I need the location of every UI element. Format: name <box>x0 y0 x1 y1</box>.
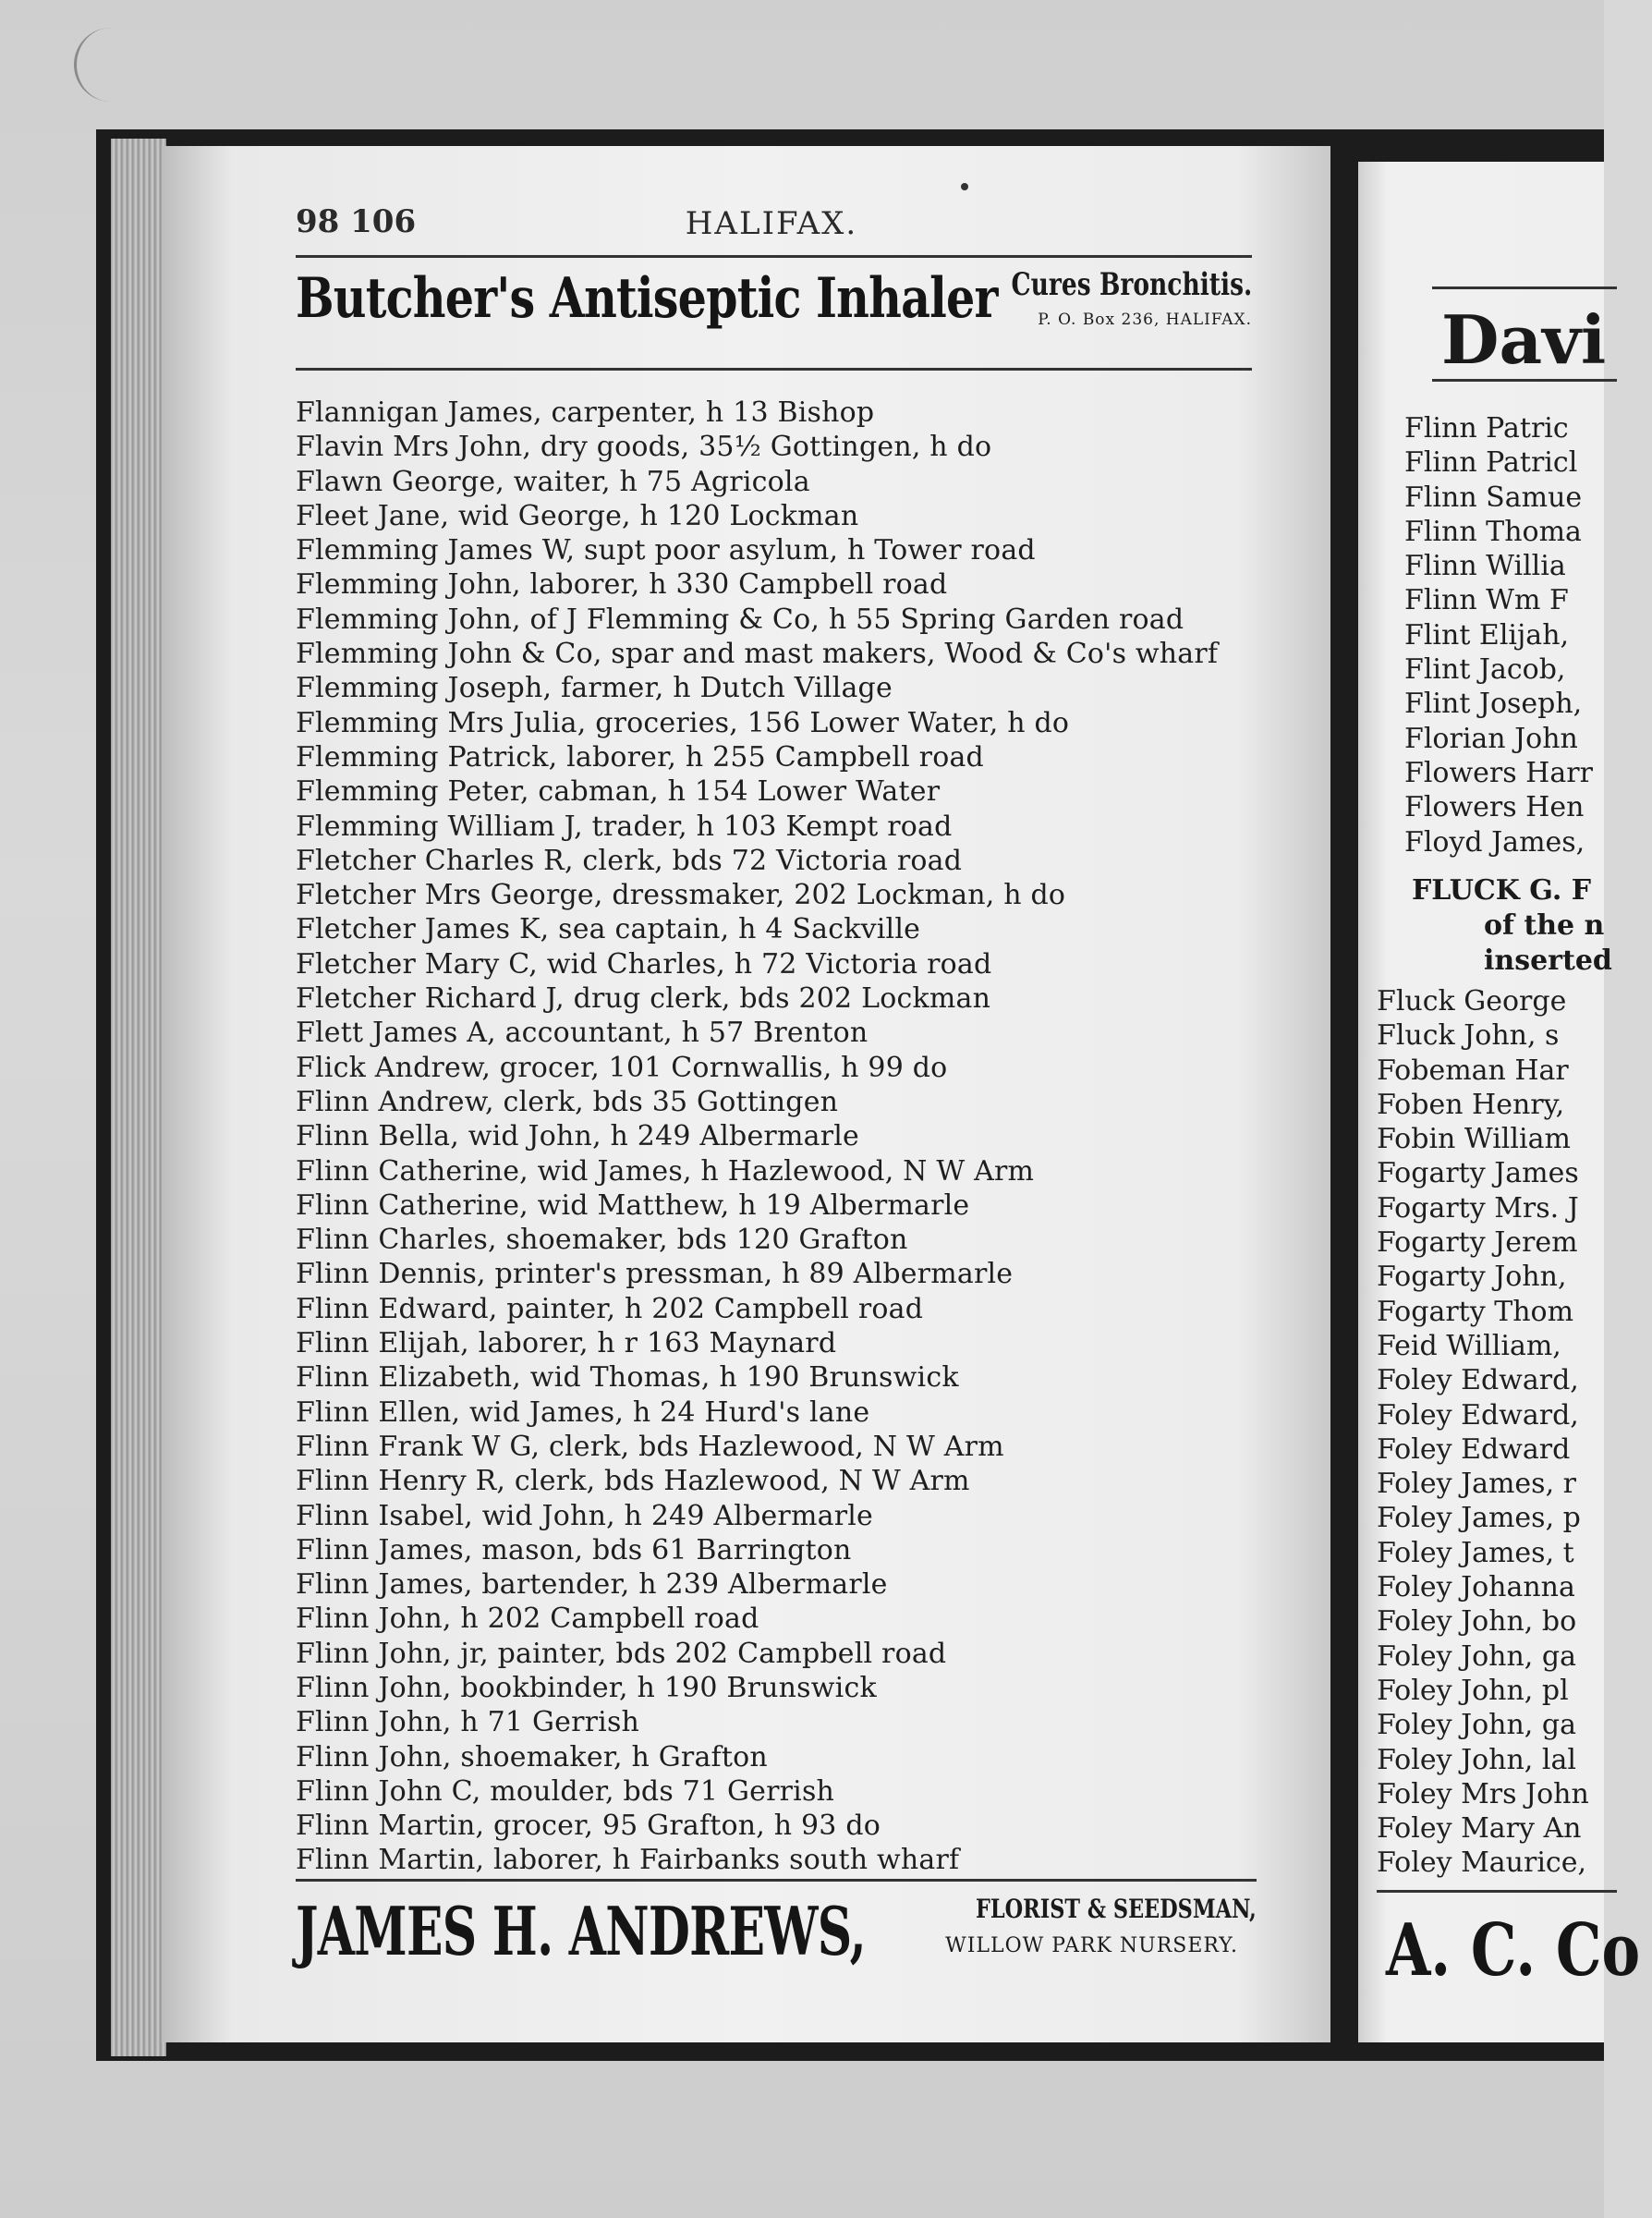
directory-entry: Foley John, lal <box>1377 1743 1576 1776</box>
right-top-rule <box>1432 286 1617 289</box>
directory-entry: Flowers Harr <box>1404 756 1593 789</box>
directory-entry: Foley John, ga <box>1377 1709 1576 1742</box>
directory-entry: Flannigan James, carpenter, h 13 Bishop <box>296 396 875 429</box>
directory-entry: Fletcher Charles R, clerk, bds 72 Victoria road <box>296 844 963 877</box>
directory-entry: Fleet Jane, wid George, h 120 Lockman <box>296 499 859 532</box>
directory-entry: Fletcher James K, sea captain, h 4 Sackville <box>296 913 921 946</box>
ad-bottom-tagline: FLORIST & SEEDSMAN, <box>976 1894 1257 1924</box>
directory-entry: Flinn John, jr, painter, bds 202 Campbell road <box>296 1637 947 1670</box>
directory-entry: Flinn Martin, grocer, 95 Grafton, h 93 do <box>296 1810 881 1843</box>
right-directory-entries-bottom <box>1377 984 1589 1881</box>
directory-entry: Flinn Wm F <box>1404 584 1569 617</box>
directory-entry: Flemming Mrs Julia, groceries, 156 Lower Water, h do <box>296 706 1070 739</box>
right-page <box>1358 162 1641 2042</box>
directory-entry: Foley John, pl <box>1377 1674 1569 1707</box>
advertisement-top <box>296 264 1252 338</box>
directory-entry: Foley James, r <box>1377 1468 1576 1501</box>
directory-entry: Flemming James W, supt poor asylum, h Tower road <box>296 534 1036 567</box>
directory-entry: Fogarty James <box>1377 1157 1579 1190</box>
directory-entry: Fletcher Mrs George, dressmaker, 202 Lockman, h do <box>296 879 1066 912</box>
directory-entry: Flinn James, bartender, h 239 Albermarle <box>296 1568 888 1602</box>
header-rule <box>296 255 1252 258</box>
directory-entry: Flinn James, mason, bds 61 Barrington <box>296 1533 852 1566</box>
directory-entry: Flinn Edward, painter, h 202 Campbell road <box>296 1292 924 1325</box>
directory-entry: Foley James, t <box>1377 1536 1574 1569</box>
directory-entry: Fogarty Mrs. J <box>1377 1191 1579 1225</box>
directory-entry: Flinn John, shoemaker, h Grafton <box>296 1740 768 1773</box>
right-ad-bottom: A. C. Co <box>1386 1908 1641 1993</box>
page-edges <box>111 139 166 2056</box>
directory-entry: Flemming Peter, cabman, h 154 Lower Water <box>296 775 941 809</box>
ad-top-tagline: Cures Bronchitis. <box>1011 266 1252 303</box>
right-directory-entries-top <box>1404 411 1593 859</box>
ad-bottom-name: JAMES H. ANDREWS, <box>296 1892 866 1970</box>
directory-entry: Foley Maurice, <box>1377 1846 1587 1880</box>
directory-entry: Foley Johanna <box>1377 1571 1575 1604</box>
page-mark <box>961 183 968 190</box>
directory-entry: Flinn Catherine, wid Matthew, h 19 Albermarle <box>296 1188 970 1222</box>
directory-entry: Flinn Patric <box>1404 412 1569 445</box>
directory-entry: Florian John <box>1404 722 1578 755</box>
directory-entry: Flinn Ellen, wid James, h 24 Hurd's lane <box>296 1395 870 1429</box>
right-notice-line-3: inserted <box>1484 944 1612 977</box>
directory-entry: Flemming John, laborer, h 330 Campbell road <box>296 568 948 602</box>
directory-entry: Flawn George, waiter, h 75 Agricola <box>296 465 810 498</box>
directory-entry: Flett James A, accountant, h 57 Brenton <box>296 1017 869 1050</box>
directory-entry: Flemming Patrick, laborer, h 255 Campbell road <box>296 740 984 774</box>
directory-entry: Feid William, <box>1377 1329 1561 1362</box>
directory-entry: Flinn Charles, shoemaker, bds 120 Grafton <box>296 1224 908 1257</box>
right-ad-top: Davi <box>1441 300 1607 379</box>
directory-entry: Flint Joseph, <box>1404 688 1583 721</box>
right-notice-line-2: of the n <box>1484 909 1605 942</box>
left-page <box>162 146 1330 2042</box>
running-title: HALIFAX. <box>685 205 858 242</box>
directory-entry: Flinn Martin, laborer, h Fairbanks south wharf <box>296 1844 960 1877</box>
ad-bottom-address: WILLOW PARK NURSERY. <box>945 1934 1238 1957</box>
right-ad-rule <box>1432 379 1617 382</box>
directory-entry: Flinn Willia <box>1404 550 1566 583</box>
directory-entry: Flinn Isabel, wid John, h 249 Albermarle <box>296 1499 873 1532</box>
directory-entry: Flinn Elijah, laborer, h r 163 Maynard <box>296 1327 837 1360</box>
right-notice-line-1: FLUCK G. F <box>1412 874 1592 907</box>
directory-entry: Floyd James, <box>1404 825 1585 859</box>
ad-top-name: Butcher's Antiseptic Inhaler <box>296 266 998 331</box>
directory-entry: Foben Henry, <box>1377 1088 1565 1121</box>
ad-top-address: P. O. Box 236, HALIFAX. <box>1038 311 1252 329</box>
directory-entry: Flinn Catherine, wid James, h Hazlewood, N W Arm <box>296 1154 1035 1188</box>
directory-entry: Flinn Andrew, clerk, bds 35 Gottingen <box>296 1085 839 1118</box>
directory-entry: Flemming John, of J Flemming & Co, h 55 Spring Garden road <box>296 603 1184 636</box>
directory-entry: Fogarty Thom <box>1377 1295 1574 1328</box>
directory-entry: Flint Elijah, <box>1404 618 1570 652</box>
directory-entry: Foley Edward, <box>1377 1398 1579 1432</box>
directory-entry: Flinn John, h 71 Gerrish <box>296 1706 640 1739</box>
directory-entry: Fogarty John, <box>1377 1261 1567 1294</box>
directory-entry: Foley John, bo <box>1377 1605 1577 1639</box>
directory-entry: Flemming William J, trader, h 103 Kempt road <box>296 810 953 843</box>
directory-entry: Fletcher Richard J, drug clerk, bds 202 Lockman <box>296 982 991 1016</box>
directory-entry: Flemming Joseph, farmer, h Dutch Village <box>296 672 893 705</box>
directory-entry: Fobeman Har <box>1377 1054 1569 1087</box>
directory-entry: Foley Mrs John <box>1377 1777 1589 1810</box>
right-notice <box>1412 873 1652 979</box>
directory-entry: Fluck John, s <box>1377 1019 1560 1053</box>
directory-entry: Flinn Elizabeth, wid Thomas, h 190 Brunswick <box>296 1361 959 1395</box>
right-bottom-rule <box>1377 1890 1617 1893</box>
directory-entry: Flinn John, bookbinder, h 190 Brunswick <box>296 1671 877 1704</box>
page-number: 98 106 <box>296 203 417 240</box>
directory-entry: Foley Edward, <box>1377 1364 1579 1397</box>
directory-entry: Fogarty Jerem <box>1377 1226 1578 1260</box>
directory-entry: Flinn Patricl <box>1404 446 1578 480</box>
directory-entry: Flowers Hen <box>1404 791 1585 824</box>
ad-bottom-rule <box>296 1879 1257 1882</box>
directory-entry: Flinn John, h 202 Campbell road <box>296 1603 759 1636</box>
directory-entry: Flavin Mrs John, dry goods, 35½ Gottingen, h do <box>296 431 992 464</box>
directory-entry: Flint Jacob, <box>1404 653 1566 687</box>
ad-top-rule <box>296 368 1252 371</box>
directory-entry: Foley James, p <box>1377 1502 1581 1535</box>
directory-entry: Foley John, ga <box>1377 1639 1576 1673</box>
directory-entry: Flemming John & Co, spar and mast makers, Wood & Co's wharf <box>296 638 1219 671</box>
directory-entry: Flinn John C, moulder, bds 71 Gerrish <box>296 1774 835 1808</box>
directory-entry: Foley Mary An <box>1377 1812 1582 1846</box>
page-header <box>296 203 1247 250</box>
directory-entry: Flinn Frank W G, clerk, bds Hazlewood, N W Arm <box>296 1430 1004 1463</box>
directory-entries <box>296 396 1294 1878</box>
directory-entry: Flick Andrew, grocer, 101 Cornwallis, h 99 do <box>296 1051 948 1084</box>
directory-entry: Flinn Henry R, clerk, bds Hazlewood, N W Arm <box>296 1465 970 1498</box>
directory-entry: Flinn Bella, wid John, h 249 Albermarle <box>296 1120 859 1153</box>
directory-entry: Flinn Dennis, printer's pressman, h 89 Albermarle <box>296 1258 1014 1291</box>
directory-entry: Flinn Samue <box>1404 481 1583 514</box>
advertisement-bottom <box>296 1888 1257 1971</box>
directory-entry: Fobin William <box>1377 1123 1571 1156</box>
directory-entry: Flinn Thoma <box>1404 515 1582 548</box>
directory-entry: Fluck George <box>1377 985 1567 1018</box>
directory-entry: Fletcher Mary C, wid Charles, h 72 Victoria road <box>296 947 992 981</box>
directory-entry: Foley Edward <box>1377 1432 1571 1466</box>
